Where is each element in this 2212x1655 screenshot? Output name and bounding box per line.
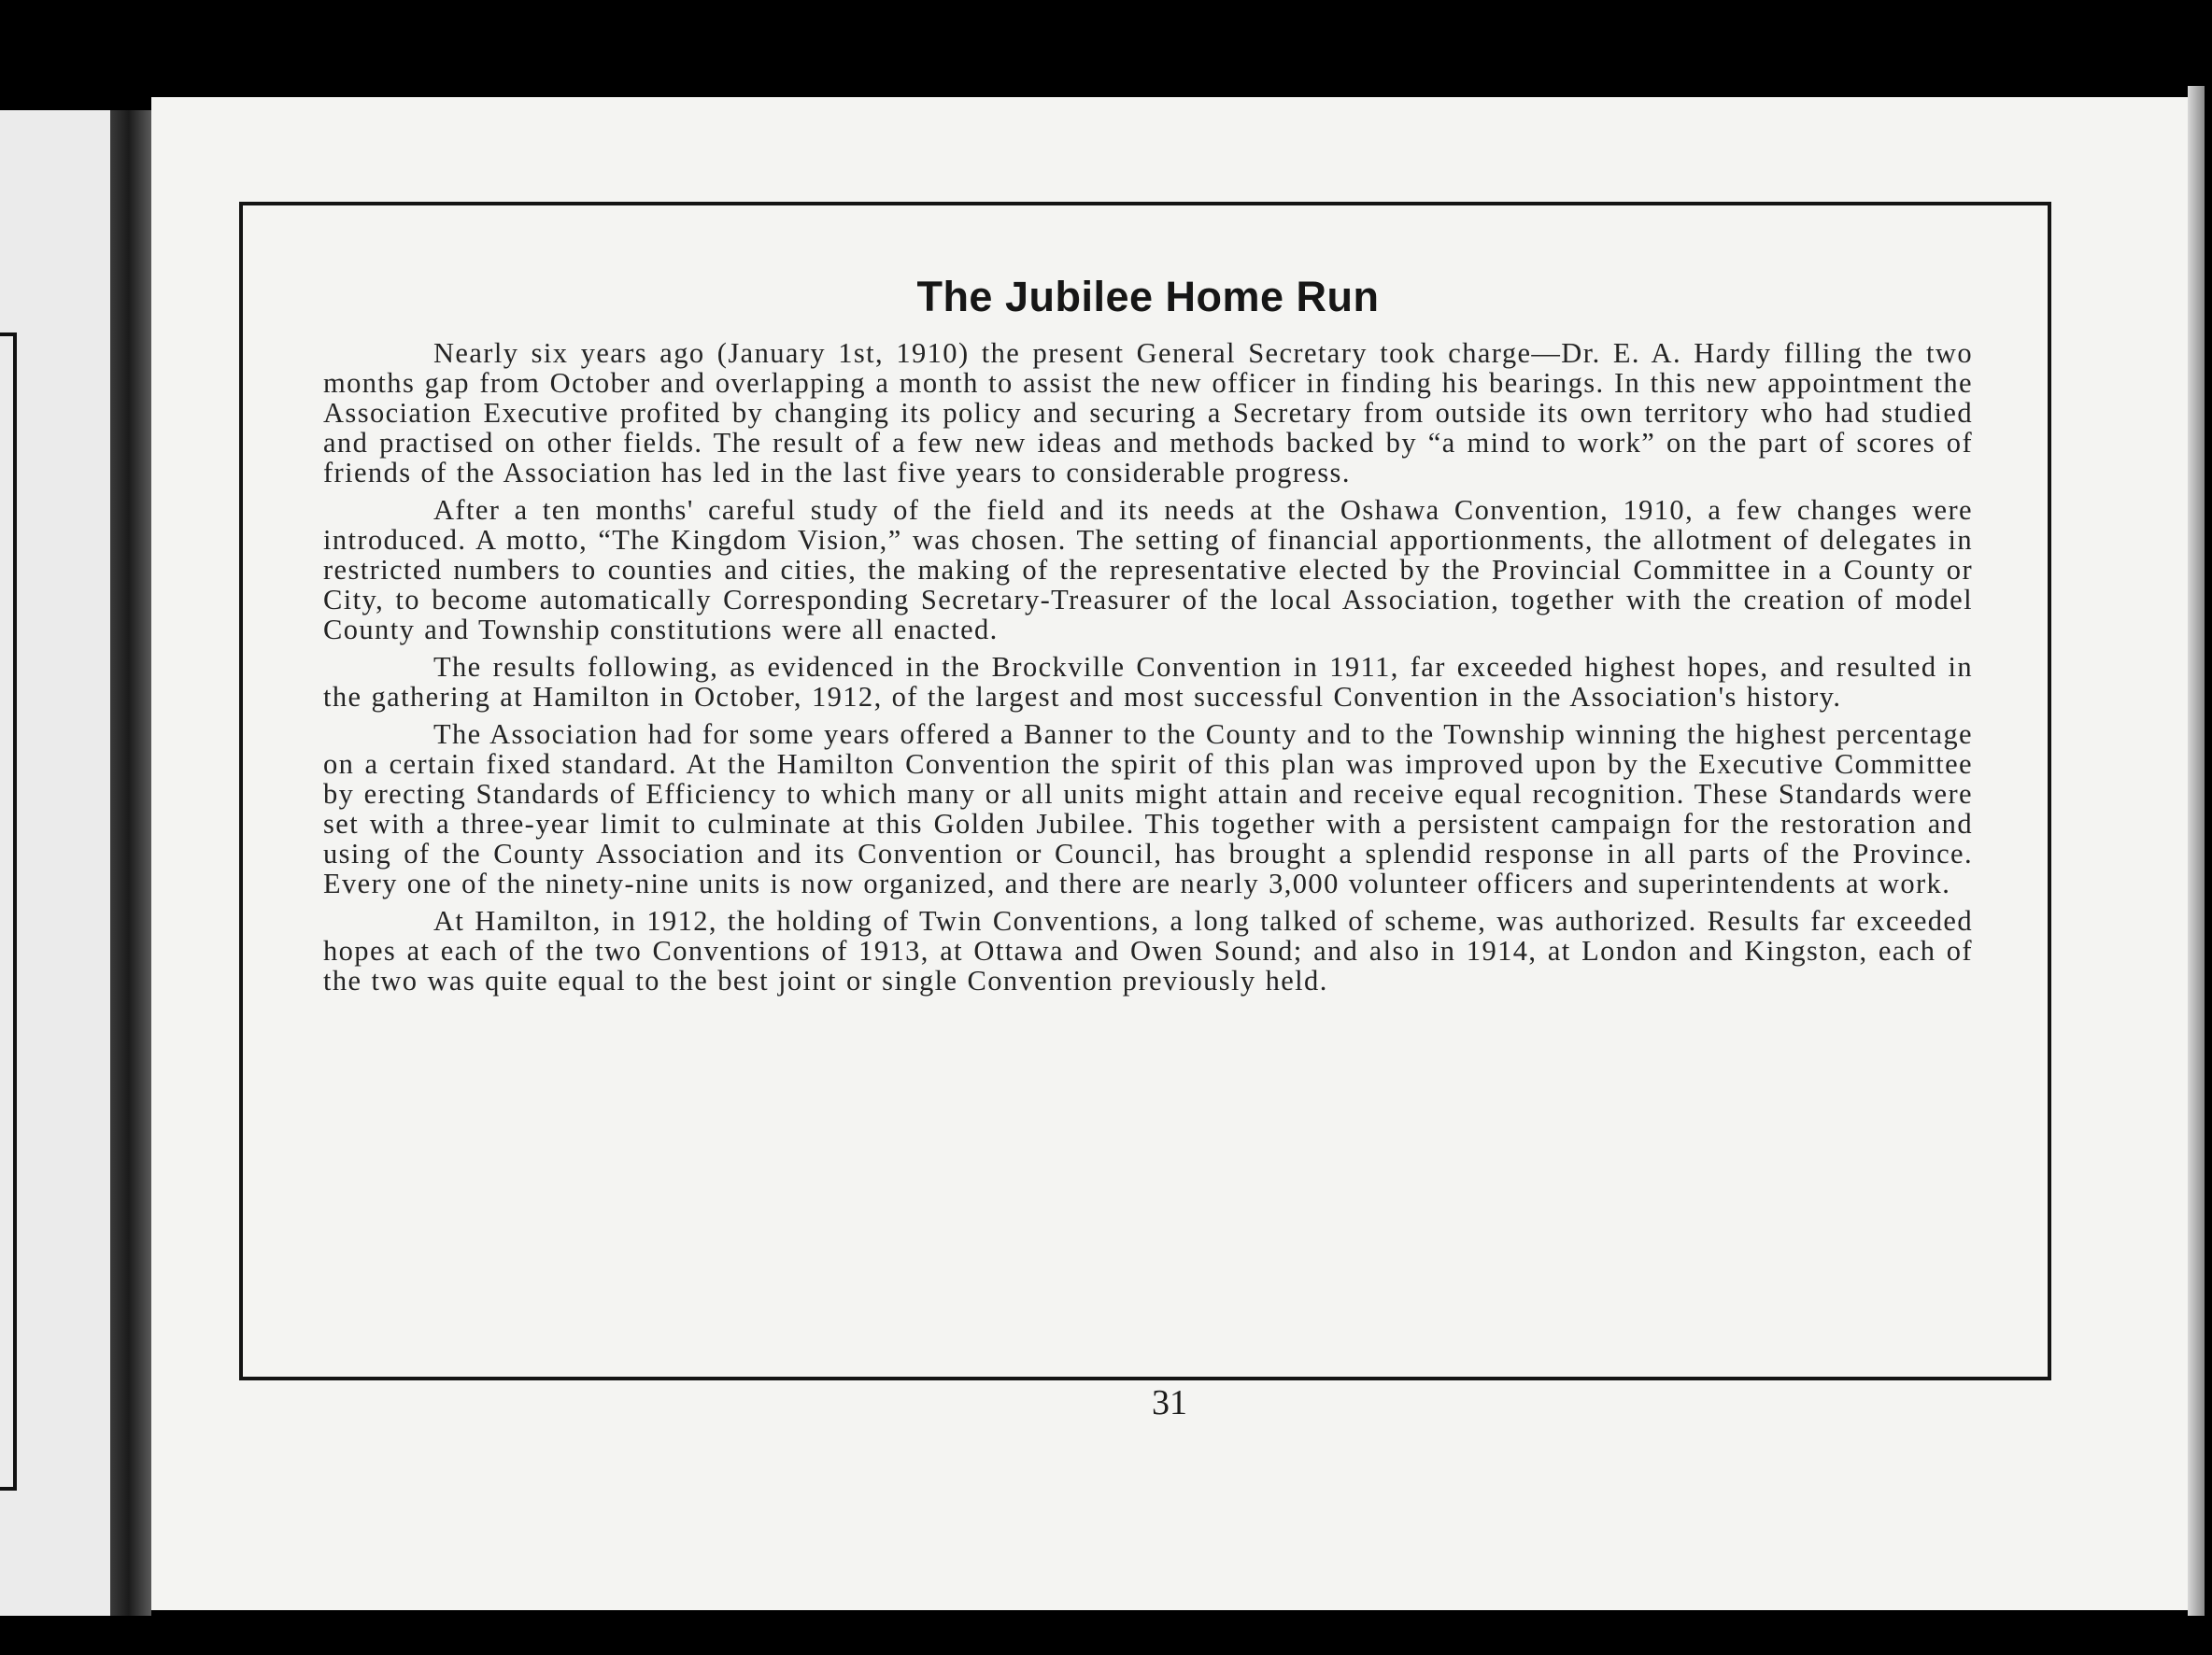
paragraph: The Association had for some years offered a Banner to the County and to the Township winning the highest percentage on a certain fixed standard. At the Hamilton Convention the spirit of this plan was improved upon by the Executive Committee by erecting Standards of Efficiency to which many or all units might attain and receive equal recognition. These Standards were set with a three-year limit to culminate at this Golden Jubilee. This together with a persistent campaign for the restoration and using of the County Association and its Convention or Council, has brought a splendid response in all parts of the Province. Every one of the ninety-nine units is now organized, and there are nearly 3,000 volunteer officers and superintendents at work.: [323, 718, 1973, 899]
paragraph: At Hamilton, in 1912, the holding of Twin Conventions, a long talked of scheme, was authorized. Results far exceeded hopes at each of the two Conventions of 1913, at Ottawa and Owen Sound; and also in 1914, at London and Kingston, each of the two was quite equal to the best joint or single Convention previously held.: [323, 905, 1973, 997]
page-edge: [2188, 86, 2205, 1616]
facing-page-border: [0, 332, 17, 1491]
facing-page: [0, 110, 110, 1616]
page-number: 31: [1152, 1383, 1187, 1422]
article-title: The Jubilee Home Run: [916, 273, 1380, 320]
book-gutter: [110, 110, 151, 1616]
paragraph: After a ten months' careful study of the field and its needs at the Oshawa Convention, 1910, a few changes were introduced. A motto, “The Kingdom Vision,” was chosen. The setting of financial apportionments, the allotment of delegates in restricted numbers to counties and cities, the making of the representative elected by the Provincial Committee in a County or City, to become automatically Corresponding Secretary-Treasurer of the local Association, together with the creation of model County and Township constitutions were all enacted.: [323, 494, 1973, 645]
text-frame: [239, 202, 2051, 1380]
paragraph: Nearly six years ago (January 1st, 1910) the present General Secretary took charge—Dr. E. A. Hardy filling the two months gap from October and overlapping a month to assist the new officer in finding his bearings. In this new appointment the Association Executive profited by changing its policy and securing a Secretary from outside its own territory who had studied and practised on other fields. The result of a few new ideas and methods backed by “a mind to work” on the part of scores of friends of the Association has led in the last five years to considerable progress.: [323, 337, 1973, 488]
paragraph: The results following, as evidenced in the Brockville Convention in 1911, far exceeded highest hopes, and resulted in the gathering at Hamilton in October, 1912, of the largest and most successful Convention in the Association's history.: [323, 651, 1973, 713]
book-page: [151, 97, 2188, 1610]
